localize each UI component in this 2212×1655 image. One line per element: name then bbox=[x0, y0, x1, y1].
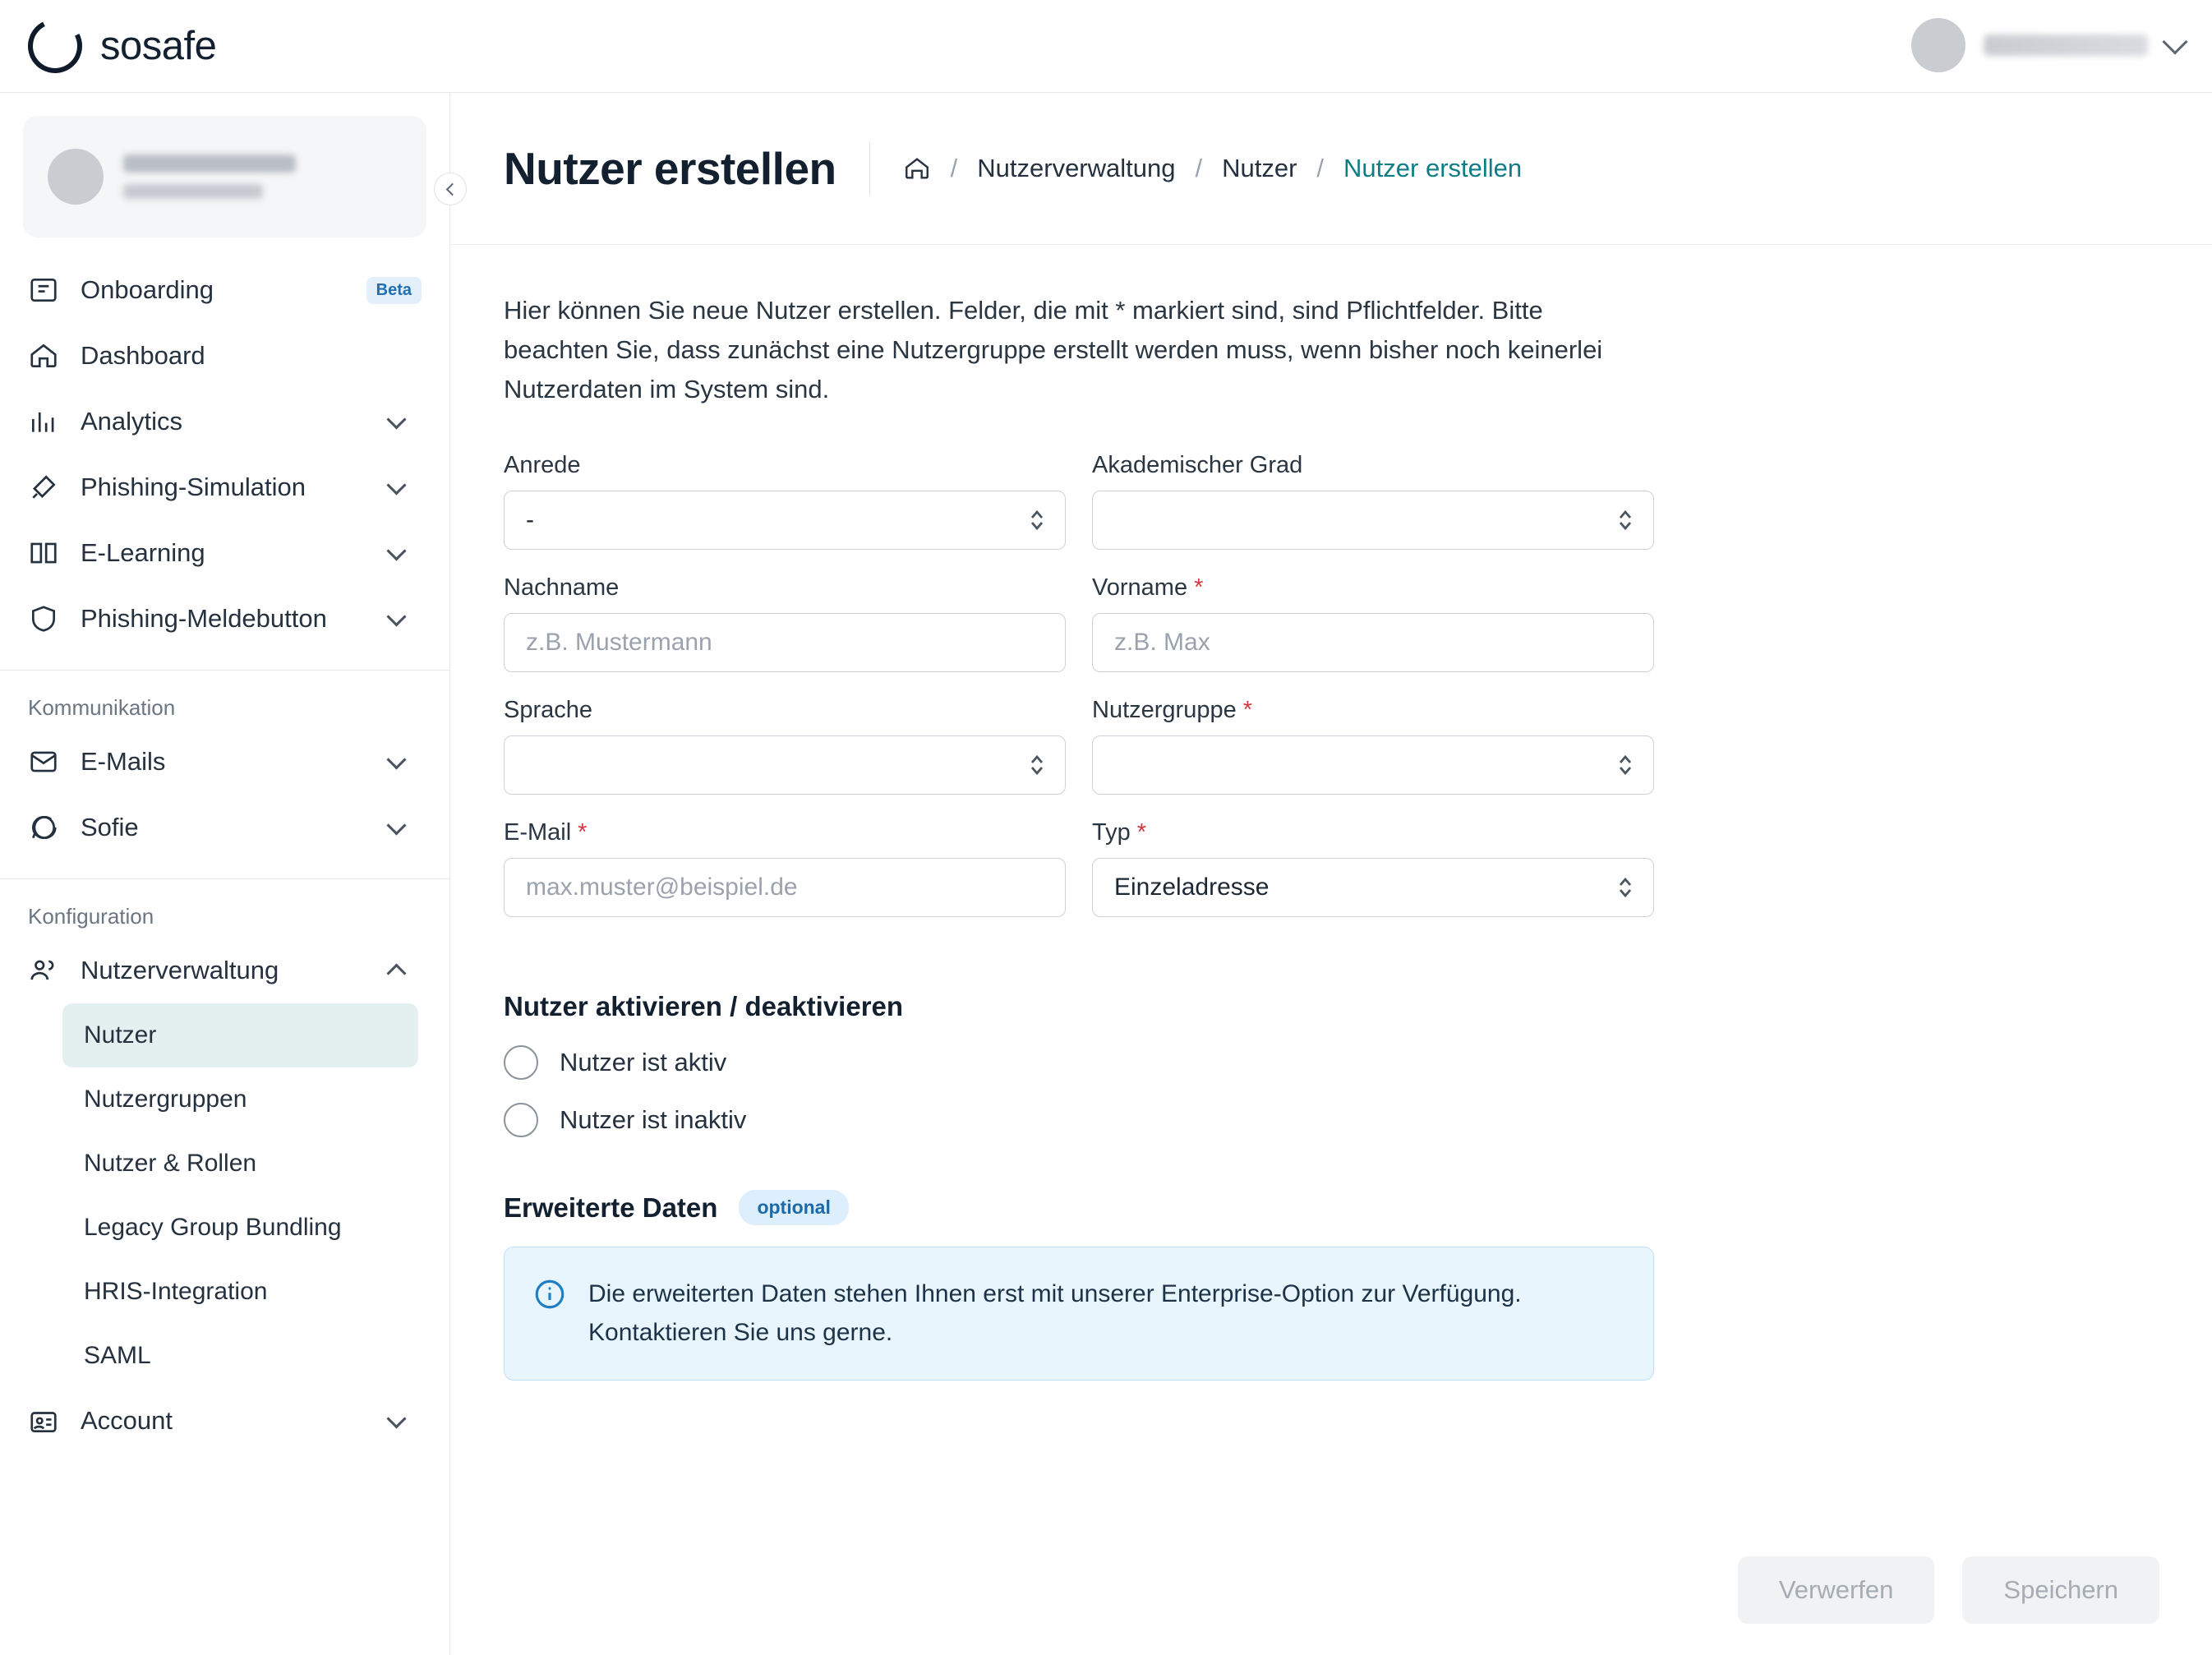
chevron-updown-icon bbox=[1617, 507, 1634, 533]
sidebar-nav bbox=[0, 246, 449, 1454]
sidebar-item-phishing-simulation[interactable] bbox=[0, 454, 449, 520]
dashboard-icon bbox=[28, 340, 59, 371]
sidebar-group-title-konfiguration: Konfiguration bbox=[28, 904, 154, 929]
field-label bbox=[1092, 819, 1654, 846]
chevron-down-icon[interactable] bbox=[2162, 29, 2187, 54]
label-text: Typ bbox=[1092, 819, 1131, 846]
sidebar-item-label: Analytics bbox=[81, 407, 183, 436]
field-label bbox=[504, 574, 1066, 602]
field-label bbox=[504, 819, 1066, 846]
sidebar-subitem-label: Nutzer & Rollen bbox=[84, 1150, 257, 1177]
radio-icon[interactable] bbox=[504, 1103, 538, 1137]
save-button[interactable]: Speichern bbox=[1962, 1556, 2159, 1624]
field-nachname bbox=[504, 574, 1066, 672]
sidebar-group-title-kommunikation: Kommunikation bbox=[28, 695, 176, 720]
sidebar-subitem-label: SAML bbox=[84, 1342, 151, 1369]
brand-name: sosafe bbox=[100, 24, 217, 68]
required-marker: * bbox=[1194, 574, 1204, 602]
shield-icon bbox=[28, 603, 59, 634]
form-actions bbox=[1738, 1556, 2159, 1624]
intro-text: Hier können Sie neue Nutzer erstellen. Felder, die mit * markiert sind, sind Pflichtfelder. Bitte beachten Sie, dass zunächst eine Nutzergruppe erstellt werden muss, wenn bisher noch keinerlei Nutzerdaten im System sind. bbox=[504, 296, 1603, 404]
sidebar-item-label: E-Mails bbox=[81, 747, 166, 776]
top-bar bbox=[0, 0, 2212, 93]
radio-label: Nutzer ist inaktiv bbox=[560, 1105, 747, 1135]
field-sprache bbox=[504, 697, 1066, 795]
sidebar-item-label: Sofie bbox=[81, 813, 139, 841]
breadcrumb-item-nutzer[interactable]: Nutzer bbox=[1222, 154, 1297, 182]
anrede-select[interactable] bbox=[504, 491, 1066, 550]
nachname-placeholder: z.B. Mustermann bbox=[526, 629, 712, 657]
vorname-placeholder: z.B. Max bbox=[1114, 629, 1210, 657]
mail-icon bbox=[28, 746, 59, 777]
chevron-down-icon[interactable] bbox=[386, 475, 406, 495]
required-marker: * bbox=[1136, 819, 1147, 846]
chevron-down-icon[interactable] bbox=[386, 815, 406, 835]
sidebar-item-label: Account bbox=[81, 1406, 173, 1435]
chevron-down-icon[interactable] bbox=[386, 409, 406, 429]
breadcrumb-separator: / bbox=[1195, 154, 1203, 182]
sidebar-item-analytics[interactable] bbox=[0, 389, 449, 454]
radio-label: Nutzer ist aktiv bbox=[560, 1048, 727, 1077]
account-icon bbox=[28, 1405, 59, 1436]
activation-section-title: Nutzer aktivieren / deaktivieren bbox=[504, 991, 904, 1022]
sidebar-collapse-button[interactable] bbox=[434, 173, 467, 205]
extended-section-title: Erweiterte Daten bbox=[504, 1192, 718, 1223]
field-label bbox=[504, 697, 1066, 724]
users-icon bbox=[28, 955, 59, 986]
breadcrumb-item-current: Nutzer erstellen bbox=[1343, 154, 1523, 182]
vorname-input[interactable] bbox=[1092, 613, 1654, 672]
sosafe-logo-icon bbox=[21, 12, 89, 80]
user-name-redacted bbox=[123, 154, 296, 173]
beta-badge: Beta bbox=[366, 277, 422, 304]
breadcrumb-separator: / bbox=[950, 154, 958, 182]
sidebar-item-hris-integration[interactable] bbox=[62, 1260, 418, 1324]
field-typ bbox=[1092, 819, 1654, 917]
sidebar-subitem-label: Legacy Group Bundling bbox=[84, 1214, 342, 1241]
field-nutzergruppe bbox=[1092, 697, 1654, 795]
sidebar-item-label: Onboarding bbox=[81, 275, 214, 304]
sidebar-item-nutzer-rollen[interactable] bbox=[62, 1132, 418, 1196]
email-placeholder: max.muster@beispiel.de bbox=[526, 874, 798, 901]
label-text: Sprache bbox=[504, 697, 593, 724]
enterprise-info-box bbox=[504, 1247, 1654, 1381]
sidebar-item-label: E-Learning bbox=[81, 538, 205, 567]
sidebar-item-saml[interactable] bbox=[62, 1324, 418, 1388]
required-marker: * bbox=[1242, 697, 1253, 724]
sidebar-subitem-label: Nutzergruppen bbox=[84, 1086, 247, 1113]
optional-badge: optional bbox=[739, 1190, 848, 1225]
chevron-updown-icon bbox=[1029, 507, 1045, 533]
nachname-input[interactable] bbox=[504, 613, 1066, 672]
chevron-down-icon[interactable] bbox=[386, 541, 406, 560]
e-learning-icon bbox=[28, 537, 59, 569]
account-name bbox=[1984, 35, 2148, 56]
sidebar-item-label: Dashboard bbox=[81, 341, 205, 370]
field-label bbox=[1092, 697, 1654, 724]
sidebar-item-phishing-meldebutton[interactable] bbox=[0, 586, 449, 652]
label-text: Anrede bbox=[504, 452, 581, 479]
breadcrumb bbox=[903, 154, 1523, 183]
account-menu[interactable] bbox=[1911, 18, 2184, 72]
form-area bbox=[451, 245, 2212, 1381]
chevron-down-icon[interactable] bbox=[386, 749, 406, 769]
chevron-updown-icon bbox=[1617, 874, 1634, 901]
email-input[interactable] bbox=[504, 858, 1066, 917]
akademischer-grad-select[interactable] bbox=[1092, 491, 1654, 550]
sprache-select[interactable] bbox=[504, 735, 1066, 795]
radio-icon[interactable] bbox=[504, 1045, 538, 1080]
nutzergruppe-select[interactable] bbox=[1092, 735, 1654, 795]
extended-section-header bbox=[504, 1190, 2159, 1225]
chat-icon bbox=[28, 812, 59, 843]
sidebar-item-legacy-group-bundling[interactable] bbox=[62, 1196, 418, 1260]
sidebar-user-card[interactable] bbox=[23, 116, 426, 237]
user-form bbox=[504, 452, 1654, 942]
sidebar-subitem-label: HRIS-Integration bbox=[84, 1278, 268, 1305]
label-text: E-Mail bbox=[504, 819, 572, 846]
field-label bbox=[1092, 452, 1654, 479]
sidebar-item-label: Phishing-Meldebutton bbox=[81, 604, 327, 633]
label-text: Vorname bbox=[1092, 574, 1188, 602]
page-header bbox=[451, 93, 2212, 195]
chevron-updown-icon bbox=[1029, 752, 1045, 778]
sidebar bbox=[0, 93, 450, 1655]
label-text: Nutzergruppe bbox=[1092, 697, 1237, 724]
chevron-updown-icon bbox=[1617, 752, 1634, 778]
sidebar-item-sofie[interactable] bbox=[0, 795, 449, 860]
sidebar-item-label: Nutzerverwaltung bbox=[81, 956, 279, 984]
sidebar-item-label: Phishing-Simulation bbox=[81, 473, 306, 501]
sidebar-item-nutzer[interactable] bbox=[62, 1003, 418, 1067]
sidebar-item-e-learning[interactable] bbox=[0, 520, 449, 586]
sidebar-item-nutzergruppen[interactable] bbox=[62, 1067, 418, 1132]
field-akademischer-grad bbox=[1092, 452, 1654, 550]
label-text: Akademischer Grad bbox=[1092, 452, 1303, 479]
breadcrumb-item-nutzerverwaltung[interactable]: Nutzerverwaltung bbox=[977, 154, 1176, 182]
analytics-icon bbox=[28, 406, 59, 437]
home-icon[interactable] bbox=[903, 154, 931, 182]
field-email bbox=[504, 819, 1066, 917]
main-content bbox=[451, 93, 2212, 1655]
phishing-simulation-icon bbox=[28, 472, 59, 503]
header-divider bbox=[869, 142, 870, 195]
field-anrede bbox=[504, 452, 1066, 550]
required-marker: * bbox=[578, 819, 588, 846]
chevron-down-icon[interactable] bbox=[386, 606, 406, 626]
enterprise-info-text: Die erweiterten Daten stehen Ihnen erst mit unserer Enterprise-Option zur Verfügung. Kontaktieren Sie uns gerne. bbox=[588, 1280, 1522, 1346]
typ-select[interactable] bbox=[1092, 858, 1654, 917]
avatar bbox=[48, 149, 104, 205]
sidebar-user-card-text bbox=[123, 154, 296, 199]
user-company-redacted bbox=[123, 184, 263, 199]
avatar bbox=[1911, 18, 1965, 72]
onboarding-icon bbox=[28, 274, 59, 306]
chevron-left-icon bbox=[445, 182, 459, 196]
radio-nutzer-inaktiv[interactable] bbox=[504, 1103, 2159, 1137]
field-vorname bbox=[1092, 574, 1654, 672]
sidebar-item-account[interactable] bbox=[0, 1388, 449, 1454]
chevron-down-icon[interactable] bbox=[386, 1408, 406, 1428]
anrede-value: - bbox=[526, 506, 534, 534]
brand-logo[interactable] bbox=[28, 19, 216, 73]
field-label bbox=[504, 452, 1066, 479]
breadcrumb-separator: / bbox=[1316, 154, 1325, 182]
info-icon bbox=[532, 1277, 567, 1312]
radio-nutzer-aktiv[interactable] bbox=[504, 1045, 2159, 1080]
sidebar-item-nutzerverwaltung[interactable] bbox=[0, 938, 449, 1003]
page-title: Nutzer erstellen bbox=[504, 143, 836, 194]
sidebar-item-dashboard[interactable] bbox=[0, 323, 449, 389]
sidebar-subitem-label: Nutzer bbox=[84, 1021, 157, 1049]
discard-button[interactable]: Verwerfen bbox=[1738, 1556, 1935, 1624]
chevron-up-icon[interactable] bbox=[386, 963, 406, 983]
sidebar-item-emails[interactable] bbox=[0, 729, 449, 795]
typ-value: Einzeladresse bbox=[1114, 874, 1270, 901]
label-text: Nachname bbox=[504, 574, 620, 602]
field-label bbox=[1092, 574, 1654, 602]
sidebar-item-onboarding[interactable] bbox=[0, 257, 449, 323]
